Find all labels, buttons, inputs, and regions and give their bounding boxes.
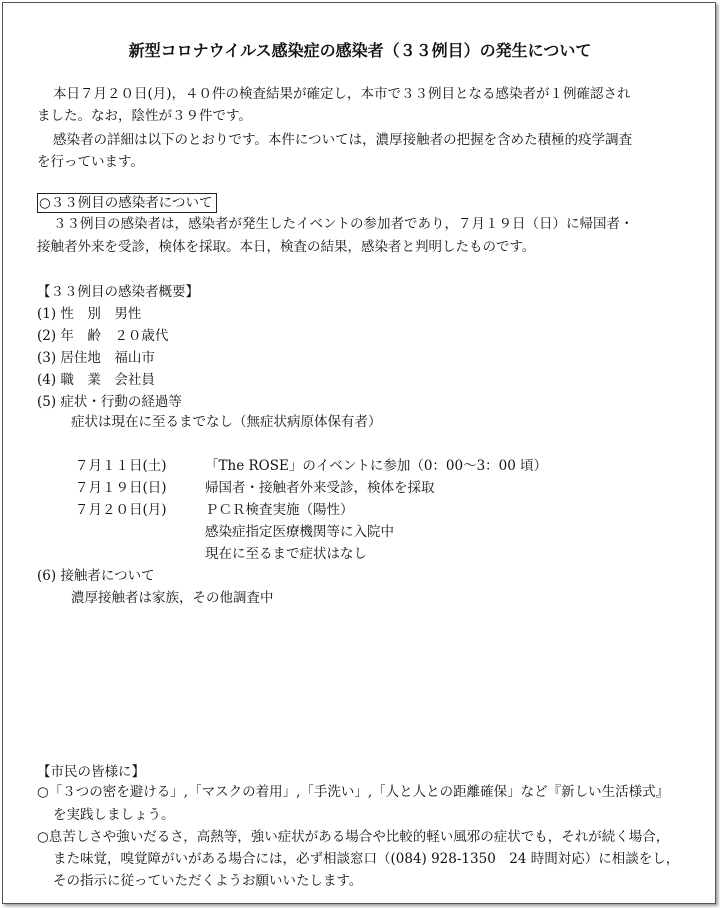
overview-item: 症状は現在に至るまでなし（無症状病原体保有者） — [71, 414, 382, 430]
timeline-event: 現在に至るまで症状はなし — [205, 546, 367, 562]
page-title: 新型コロナウイルス感染症の感染者（３３例目）の発生について — [128, 41, 592, 60]
timeline-date: ７月１９日(日) — [75, 480, 167, 496]
section-body-line: 接触者外来を受診，検体を採取。本日，検査の結果，感染者と判明したものです。 — [37, 239, 536, 255]
overview-item: (4) 職 業 会社員 — [37, 372, 155, 388]
intro-line: ました。なお，陰性が３９件です。 — [37, 108, 252, 124]
overview-item: (3) 居住地 福山市 — [37, 350, 155, 366]
citizens-line: ○息苦しさや強いだるさ，高熱等，強い症状がある場合や比較的軽い風邪の症状でも，それが続く場合， — [37, 829, 670, 845]
timeline-date: ７月１１日(土) — [75, 458, 167, 474]
section-body-line: ３３例目の感染者は，感染者が発生したイベントの参加者であり，７月１９日（日）に帰国者・ — [53, 216, 634, 232]
timeline-event: ＰＣＲ検査実施（陽性） — [205, 502, 354, 518]
timeline-event: 感染症指定医療機関等に入院中 — [205, 524, 394, 540]
timeline-event: 「The ROSE」のイベントに参加（0：00〜3：00 頃） — [205, 458, 548, 474]
overview-item: (2) 年 齢 ２０歳代 — [37, 328, 169, 344]
overview-item: (5) 症状・行動の経過等 — [37, 394, 182, 410]
citizens-line: また味覚，嗅覚障がいがある場合には，必ず相談窓口（(084) 928-1350 24 時間対応）に相談をし， — [53, 851, 680, 867]
timeline-event: 帰国者・接触者外来受診，検体を採取 — [205, 480, 435, 496]
document-page — [2, 2, 716, 904]
intro-line: 本日７月２０日(月)，４０件の検査結果が確定し，本市で３３例目となる感染者が１例確認され — [53, 86, 631, 102]
contacts-detail: 濃厚接触者は家族，その他調査中 — [71, 590, 274, 606]
section-heading: ○３３例目の感染者について — [37, 193, 217, 213]
overview-heading: 【３３例目の感染者概要】 — [37, 284, 199, 300]
contacts-heading: (6) 接触者について — [37, 568, 155, 584]
citizens-line: その指示に従っていただくようお願いいたします。 — [53, 873, 363, 889]
overview-item: (1) 性 別 男性 — [37, 306, 142, 322]
citizens-heading: 【市民の皆様に】 — [37, 764, 145, 780]
intro-line: 感染者の詳細は以下のとおりです。本件については，濃厚接触者の把握を含めた積極的疫学調査 — [53, 132, 633, 148]
timeline-date: ７月２０日(月) — [75, 502, 167, 518]
citizens-line: ○「３つの密を避ける」,「マスクの着用」,「手洗い」,「人と人との距離確保」など『新しい生活様式』 — [37, 784, 670, 800]
intro-line: を行っています。 — [37, 154, 144, 170]
citizens-line: を実践しましょう。 — [53, 807, 175, 823]
